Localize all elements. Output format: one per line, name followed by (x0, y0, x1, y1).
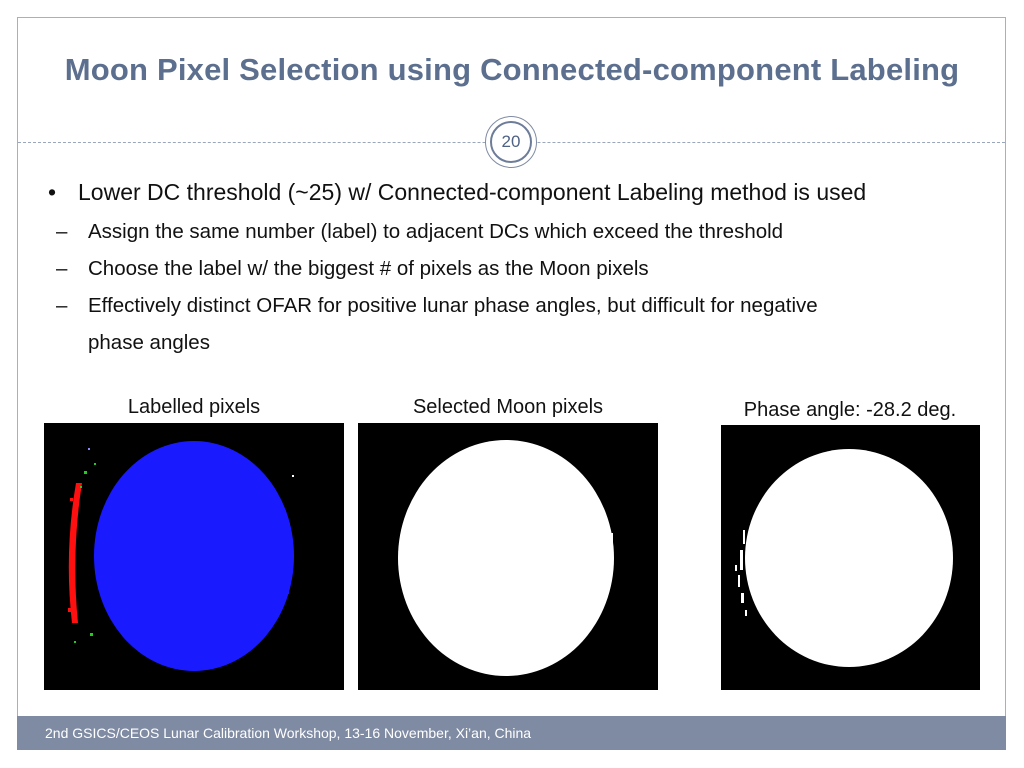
footer-bar (17, 716, 1006, 750)
page-number: 20 (490, 121, 532, 163)
selected-moon-pixels-image (358, 423, 658, 690)
sub-bullet-text: Choose the label w/ the biggest # of pixels as the Moon pixels (88, 257, 649, 280)
caption-labelled-pixels: Labelled pixels (127, 396, 261, 418)
bullet-marker: • (48, 179, 57, 205)
sub-bullet-1 (56, 220, 783, 244)
main-bullet (48, 179, 866, 206)
caption-phase-angle: Phase angle: -28.2 deg. (743, 399, 957, 421)
slide-title: Moon Pixel Selection using Connected-component Labeling (64, 52, 960, 87)
sub-bullet-marker: – (56, 220, 68, 243)
page-number-badge (485, 116, 537, 168)
sub-bullet-text: Effectively distinct OFAR for positive lunar phase angles, but difficult for negative (88, 294, 818, 317)
sub-bullet-marker: – (56, 294, 68, 317)
phase-angle-image (721, 425, 980, 690)
selected-moon-graphic (358, 423, 658, 690)
phase-angle-graphic (721, 425, 980, 690)
footer-text: 2nd GSICS/CEOS Lunar Calibration Workshop, 13-16 November, Xi’an, China (45, 725, 532, 741)
main-bullet-text: Lower DC threshold (~25) w/ Connected-component Labeling method is used (78, 179, 867, 205)
sub-bullet-marker: – (56, 257, 68, 280)
sub-bullet-text: Assign the same number (label) to adjacent DCs which exceed the threshold (88, 220, 784, 243)
sub-bullet-2 (56, 257, 649, 281)
caption-selected-moon-pixels: Selected Moon pixels (412, 396, 604, 418)
sub-bullet-3-continuation: phase angles (88, 331, 210, 354)
sub-bullet-3 (56, 294, 818, 318)
labelled-pixels-image (44, 423, 344, 690)
labelled-pixels-graphic (44, 423, 344, 690)
